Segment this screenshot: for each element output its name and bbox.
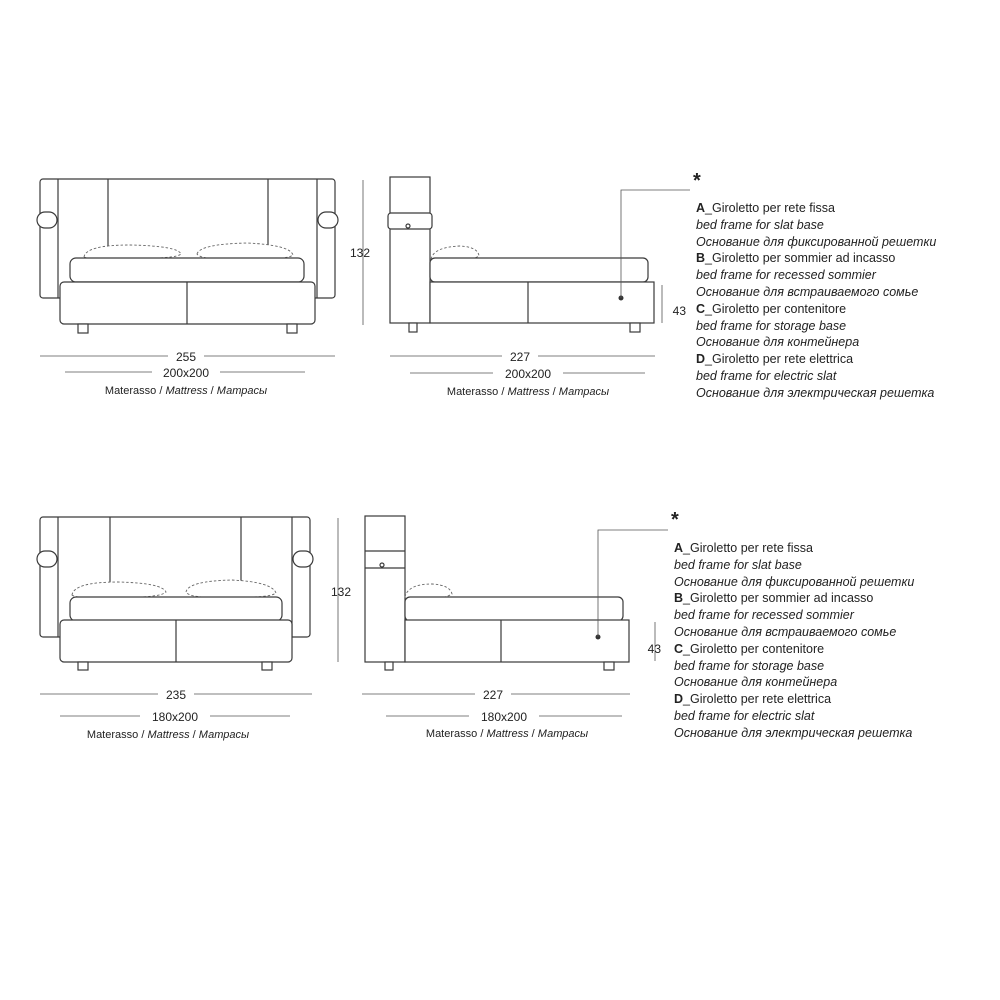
front-view-top bbox=[37, 179, 363, 372]
bottom-height: 132 bbox=[330, 585, 351, 599]
top-side-length: 227 bbox=[509, 350, 531, 364]
legend-item-d-en: bed frame for electric slat bbox=[674, 708, 815, 723]
top-base-height: 43 bbox=[672, 304, 686, 318]
asterisk-marker-top: * bbox=[693, 170, 701, 192]
top-mattress-size: 200x200 bbox=[162, 366, 210, 380]
legend-item-c-ru: Основание для контейнера bbox=[696, 335, 860, 350]
legend-item-c-en: bed frame for storage base bbox=[696, 318, 847, 333]
legend-item-a-ru: Основание для фиксированной решетки bbox=[696, 234, 937, 249]
bottom-side-length: 227 bbox=[482, 688, 504, 702]
legend-item-a-en: bed frame for slat base bbox=[696, 217, 824, 232]
legend-item-d-ru: Основание для электрическая решетка bbox=[674, 725, 913, 740]
side-view-bottom bbox=[362, 516, 668, 716]
side-view-top bbox=[388, 177, 690, 373]
legend-item-d-en: bed frame for electric slat bbox=[696, 368, 837, 383]
legend-item-d-ru: Основание для электрическая решетка bbox=[696, 385, 935, 400]
legend-top bbox=[696, 200, 936, 402]
top-side-mattress: 200x200 bbox=[504, 367, 552, 381]
legend-item-c-it: C_Giroletto per contenitore bbox=[674, 641, 825, 656]
top-width: 255 bbox=[175, 350, 197, 364]
legend-item-c-ru: Основание для контейнера bbox=[674, 675, 838, 690]
caption-bottom-front: Materasso / Mattress / Матрасы bbox=[86, 729, 250, 741]
legend-item-d-it: D_Giroletto per rete elettrica bbox=[696, 352, 854, 367]
legend-item-c-it: C_Giroletto per contenitore bbox=[696, 301, 847, 316]
legend-item-a-it: A_Giroletto per rete fissa bbox=[696, 201, 835, 215]
bottom-mattress-size: 180x200 bbox=[151, 710, 199, 724]
legend-item-b-it: B_Giroletto per sommier ad incasso bbox=[696, 251, 896, 266]
bottom-side-mattress: 180x200 bbox=[480, 710, 528, 724]
caption-bottom-side: Materasso / Mattress / Матрасы bbox=[425, 728, 589, 740]
legend-item-b-en: bed frame for recessed sommier bbox=[674, 608, 854, 623]
legend-bottom bbox=[674, 540, 914, 742]
legend-item-a-it: A_Giroletto per rete fissa bbox=[674, 541, 813, 555]
legend-item-b-it: B_Giroletto per sommier ad incasso bbox=[674, 591, 874, 606]
legend-item-b-ru: Основание для встраиваемого сомье bbox=[696, 284, 919, 299]
legend-item-a-en: bed frame for slat base bbox=[674, 557, 802, 572]
bottom-width: 235 bbox=[165, 688, 187, 702]
caption-top-front: Materasso / Mattress / Матрасы bbox=[104, 385, 268, 397]
asterisk-marker-bottom: * bbox=[671, 509, 679, 531]
legend-item-b-ru: Основание для встраиваемого сомье bbox=[674, 624, 897, 639]
legend-item-c-en: bed frame for storage base bbox=[674, 658, 825, 673]
legend-item-d-it: D_Giroletto per rete elettrica bbox=[674, 692, 832, 707]
legend-item-a-ru: Основание для фиксированной решетки bbox=[674, 574, 915, 589]
top-height: 132 bbox=[349, 246, 370, 260]
caption-top-side: Materasso / Mattress / Матрасы bbox=[446, 386, 610, 398]
legend-item-b-en: bed frame for recessed sommier bbox=[696, 268, 876, 283]
bottom-base-height: 43 bbox=[647, 642, 661, 656]
